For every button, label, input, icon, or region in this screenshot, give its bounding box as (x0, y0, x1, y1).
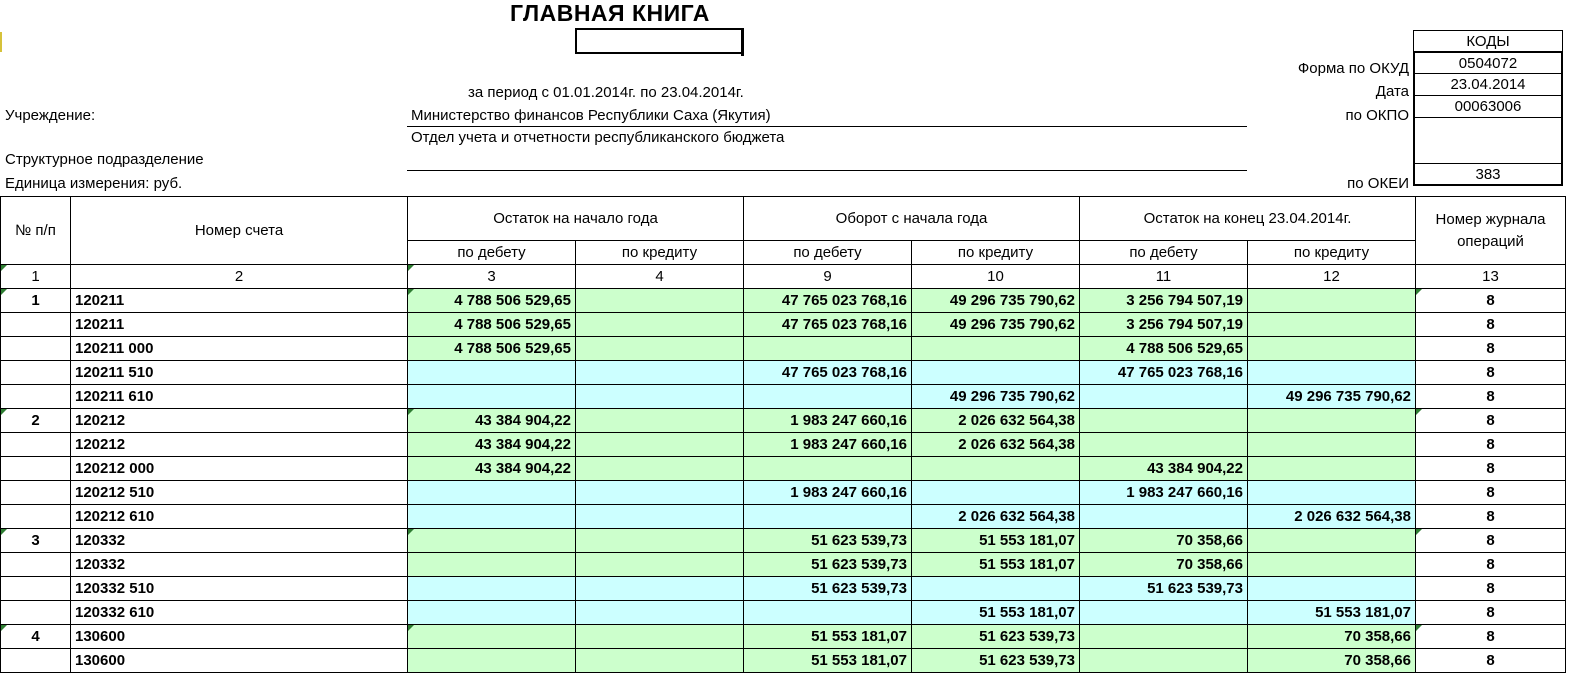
account-cell[interactable]: 120332 (71, 529, 408, 553)
amount-cell[interactable] (408, 553, 576, 577)
amount-cell[interactable]: 49 296 735 790,62 (912, 313, 1080, 337)
amount-cell[interactable] (1080, 433, 1248, 457)
journal-cell[interactable]: 8 (1416, 529, 1566, 553)
amount-cell[interactable]: 4 788 506 529,65 (408, 313, 576, 337)
table-row (1, 289, 1566, 313)
amount-cell[interactable] (1080, 385, 1248, 409)
table-row (1, 433, 1566, 457)
journal-cell[interactable]: 8 (1416, 361, 1566, 385)
amount-cell[interactable] (408, 649, 576, 673)
table-row (1, 409, 1566, 433)
amount-cell[interactable] (408, 361, 576, 385)
cell-marker (0, 32, 2, 52)
column-number: 9 (744, 265, 912, 289)
journal-cell[interactable]: 8 (1416, 553, 1566, 577)
table-row (1, 361, 1566, 385)
journal-cell[interactable]: 8 (1416, 313, 1566, 337)
account-cell[interactable]: 120211 610 (71, 385, 408, 409)
journal-cell[interactable]: 8 (1416, 385, 1566, 409)
header-account: Номер счета (71, 197, 408, 265)
amount-cell[interactable] (1080, 409, 1248, 433)
amount-cell[interactable]: 47 765 023 768,16 (744, 289, 912, 313)
amount-cell[interactable] (576, 649, 744, 673)
account-cell[interactable]: 130600 (71, 649, 408, 673)
subdivision-code[interactable] (1413, 118, 1563, 164)
subdivision-underline (407, 170, 1247, 171)
header-credit: по кредиту (576, 241, 744, 265)
table-row (1, 577, 1566, 601)
amount-cell[interactable] (408, 505, 576, 529)
amount-cell[interactable] (1248, 553, 1416, 577)
header-journal: Номер журнала операций (1416, 197, 1566, 265)
amount-cell[interactable] (1080, 601, 1248, 625)
row-number-cell: 4 (1, 625, 71, 649)
amount-cell[interactable] (912, 337, 1080, 361)
amount-cell[interactable] (1248, 337, 1416, 361)
amount-cell[interactable]: 43 384 904,22 (408, 457, 576, 481)
account-cell[interactable]: 120212 (71, 409, 408, 433)
amount-cell[interactable]: 51 553 181,07 (1248, 601, 1416, 625)
row-number-cell (1, 337, 71, 361)
okpo-label: по ОКПО (1345, 107, 1409, 124)
column-numbers-row (1, 265, 1566, 289)
table-row (1, 505, 1566, 529)
column-number: 4 (576, 265, 744, 289)
journal-cell[interactable]: 8 (1416, 337, 1566, 361)
header-turnover: Оборот с начала года (744, 197, 1080, 241)
page-title: ГЛАВНАЯ КНИГА (510, 0, 710, 26)
institution-underline (407, 126, 1247, 127)
amount-cell[interactable]: 4 788 506 529,65 (1080, 337, 1248, 361)
table-row (1, 553, 1566, 577)
header-debit: по дебету (744, 241, 912, 265)
journal-cell[interactable]: 8 (1416, 577, 1566, 601)
table-row (1, 601, 1566, 625)
okud-value[interactable]: 0504072 (1413, 52, 1563, 74)
amount-cell[interactable] (408, 577, 576, 601)
okud-label: Форма по ОКУД (1297, 60, 1409, 77)
amount-cell[interactable]: 70 358,66 (1080, 529, 1248, 553)
amount-cell[interactable]: 2 026 632 564,38 (912, 433, 1080, 457)
amount-cell[interactable]: 51 623 539,73 (744, 529, 912, 553)
header-balance-start: Остаток на начало года (408, 197, 744, 241)
amount-cell[interactable] (744, 601, 912, 625)
header-credit: по кредиту (912, 241, 1080, 265)
amount-cell[interactable]: 49 296 735 790,62 (912, 289, 1080, 313)
okei-label: по ОКЕИ (1347, 175, 1409, 192)
amount-cell[interactable] (576, 505, 744, 529)
okpo-value[interactable]: 00063006 (1413, 96, 1563, 118)
header-npp: № п/п (1, 197, 71, 265)
table-row (1, 337, 1566, 361)
column-number: 11 (1080, 265, 1248, 289)
header-debit: по дебету (408, 241, 576, 265)
institution-label: Учреждение: (5, 107, 96, 124)
amount-cell[interactable] (576, 409, 744, 433)
header-balance-end: Остаток на конец 23.04.2014г. (1080, 197, 1416, 241)
amount-cell[interactable] (1248, 577, 1416, 601)
amount-cell[interactable]: 2 026 632 564,38 (912, 409, 1080, 433)
amount-cell[interactable] (576, 361, 744, 385)
amount-cell[interactable]: 51 553 181,07 (744, 649, 912, 673)
row-number-cell (1, 649, 71, 673)
amount-cell[interactable] (1080, 625, 1248, 649)
amount-cell[interactable] (408, 529, 576, 553)
amount-cell[interactable]: 47 765 023 768,16 (744, 361, 912, 385)
amount-cell[interactable] (744, 337, 912, 361)
journal-cell[interactable]: 8 (1416, 625, 1566, 649)
journal-cell[interactable]: 8 (1416, 289, 1566, 313)
table-row (1, 625, 1566, 649)
amount-cell[interactable]: 47 765 023 768,16 (744, 313, 912, 337)
row-number-cell (1, 457, 71, 481)
account-cell[interactable]: 120211 (71, 313, 408, 337)
journal-cell[interactable]: 8 (1416, 433, 1566, 457)
amount-cell[interactable]: 1 983 247 660,16 (744, 481, 912, 505)
amount-cell[interactable] (576, 601, 744, 625)
amount-cell[interactable]: 4 788 506 529,65 (408, 337, 576, 361)
codes-box (1413, 30, 1563, 186)
row-number-cell (1, 505, 71, 529)
amount-cell[interactable] (912, 577, 1080, 601)
row-number-cell (1, 313, 71, 337)
amount-cell[interactable]: 51 623 539,73 (912, 625, 1080, 649)
account-cell[interactable]: 120211 510 (71, 361, 408, 385)
subdivision-label: Структурное подразделение (5, 151, 204, 168)
column-number: 3 (408, 265, 576, 289)
amount-cell[interactable] (576, 433, 744, 457)
cell-cursor (741, 28, 744, 56)
amount-cell[interactable] (744, 385, 912, 409)
unit-label: Единица измерения: руб. (5, 175, 183, 192)
amount-cell[interactable]: 43 384 904,22 (408, 409, 576, 433)
ledger-table (0, 196, 1566, 673)
amount-cell[interactable] (912, 457, 1080, 481)
amount-cell[interactable]: 1 983 247 660,16 (744, 433, 912, 457)
amount-cell[interactable] (912, 361, 1080, 385)
account-cell[interactable]: 120332 610 (71, 601, 408, 625)
header-debit: по дебету (1080, 241, 1248, 265)
account-cell[interactable]: 120332 (71, 553, 408, 577)
amount-cell[interactable] (1248, 361, 1416, 385)
journal-cell[interactable]: 8 (1416, 505, 1566, 529)
row-number-cell (1, 553, 71, 577)
amount-cell[interactable] (576, 289, 744, 313)
row-number-cell: 3 (1, 529, 71, 553)
amount-cell[interactable]: 2 026 632 564,38 (912, 505, 1080, 529)
table-row (1, 313, 1566, 337)
amount-cell[interactable] (576, 337, 744, 361)
codes-title: КОДЫ (1413, 30, 1563, 52)
amount-cell[interactable] (744, 457, 912, 481)
amount-cell[interactable] (408, 481, 576, 505)
amount-cell[interactable] (1248, 313, 1416, 337)
table-row (1, 649, 1566, 673)
table-row (1, 481, 1566, 505)
amount-cell[interactable]: 51 553 181,07 (912, 529, 1080, 553)
amount-cell[interactable] (1248, 457, 1416, 481)
amount-cell[interactable] (1248, 481, 1416, 505)
subdivision-value: Отдел учета и отчетности республиканского бюджета (411, 129, 785, 146)
amount-cell[interactable] (408, 625, 576, 649)
amount-cell[interactable] (1248, 433, 1416, 457)
row-number-cell: 1 (1, 289, 71, 313)
account-cell[interactable]: 120212 610 (71, 505, 408, 529)
amount-cell[interactable]: 1 983 247 660,16 (1080, 481, 1248, 505)
row-number-cell (1, 361, 71, 385)
account-cell[interactable]: 120212 000 (71, 457, 408, 481)
row-number-cell (1, 433, 71, 457)
column-number: 13 (1416, 265, 1566, 289)
amount-cell[interactable] (1248, 409, 1416, 433)
amount-cell[interactable]: 43 384 904,22 (1080, 457, 1248, 481)
amount-cell[interactable]: 51 623 539,73 (744, 577, 912, 601)
table-row (1, 529, 1566, 553)
amount-cell[interactable]: 2 026 632 564,38 (1248, 505, 1416, 529)
table-row (1, 385, 1566, 409)
account-cell[interactable]: 120212 510 (71, 481, 408, 505)
account-cell[interactable]: 120211 000 (71, 337, 408, 361)
amount-cell[interactable]: 51 623 539,73 (912, 649, 1080, 673)
title-input-box[interactable] (575, 28, 743, 54)
amount-cell[interactable]: 70 358,66 (1080, 553, 1248, 577)
amount-cell[interactable] (1080, 505, 1248, 529)
column-number: 1 (1, 265, 71, 289)
account-cell[interactable]: 120212 (71, 433, 408, 457)
amount-cell[interactable] (744, 505, 912, 529)
row-number-cell (1, 577, 71, 601)
journal-cell[interactable]: 8 (1416, 457, 1566, 481)
amount-cell[interactable] (576, 577, 744, 601)
amount-cell[interactable]: 4 788 506 529,65 (408, 289, 576, 313)
table-row (1, 457, 1566, 481)
amount-cell[interactable]: 51 623 539,73 (1080, 577, 1248, 601)
journal-cell[interactable]: 8 (1416, 481, 1566, 505)
row-number-cell: 2 (1, 409, 71, 433)
amount-cell[interactable]: 49 296 735 790,62 (912, 385, 1080, 409)
journal-cell[interactable]: 8 (1416, 409, 1566, 433)
amount-cell[interactable] (576, 385, 744, 409)
row-number-cell (1, 601, 71, 625)
amount-cell[interactable]: 70 358,66 (1248, 649, 1416, 673)
account-cell[interactable]: 120332 510 (71, 577, 408, 601)
amount-cell[interactable] (576, 553, 744, 577)
amount-cell[interactable]: 3 256 794 507,19 (1080, 289, 1248, 313)
amount-cell[interactable]: 51 553 181,07 (744, 625, 912, 649)
amount-cell[interactable] (576, 313, 744, 337)
amount-cell[interactable] (912, 481, 1080, 505)
amount-cell[interactable] (408, 385, 576, 409)
amount-cell[interactable]: 51 553 181,07 (912, 601, 1080, 625)
date-value[interactable]: 23.04.2014 (1413, 74, 1563, 96)
journal-cell[interactable]: 8 (1416, 649, 1566, 673)
amount-cell[interactable] (408, 601, 576, 625)
amount-cell[interactable]: 47 765 023 768,16 (1080, 361, 1248, 385)
amount-cell[interactable] (1080, 649, 1248, 673)
amount-cell[interactable] (576, 457, 744, 481)
amount-cell[interactable]: 51 553 181,07 (912, 553, 1080, 577)
amount-cell[interactable]: 51 623 539,73 (744, 553, 912, 577)
amount-cell[interactable] (576, 481, 744, 505)
institution-value: Министерство финансов Республики Саха (Якутия) (411, 107, 771, 124)
period-text: за период с 01.01.2014г. по 23.04.2014г. (468, 84, 744, 101)
amount-cell[interactable]: 43 384 904,22 (408, 433, 576, 457)
column-number: 10 (912, 265, 1080, 289)
amount-cell[interactable] (1248, 289, 1416, 313)
column-number: 2 (71, 265, 408, 289)
amount-cell[interactable]: 1 983 247 660,16 (744, 409, 912, 433)
amount-cell[interactable] (1248, 529, 1416, 553)
okei-value[interactable]: 383 (1413, 164, 1563, 186)
account-cell[interactable]: 130600 (71, 625, 408, 649)
row-number-cell (1, 385, 71, 409)
column-number: 12 (1248, 265, 1416, 289)
journal-cell[interactable]: 8 (1416, 601, 1566, 625)
amount-cell[interactable]: 49 296 735 790,62 (1248, 385, 1416, 409)
amount-cell[interactable]: 70 358,66 (1248, 625, 1416, 649)
amount-cell[interactable]: 3 256 794 507,19 (1080, 313, 1248, 337)
amount-cell[interactable] (576, 625, 744, 649)
row-number-cell (1, 481, 71, 505)
header-credit: по кредиту (1248, 241, 1416, 265)
account-cell[interactable]: 120211 (71, 289, 408, 313)
date-label: Дата (1375, 83, 1409, 100)
amount-cell[interactable] (576, 529, 744, 553)
